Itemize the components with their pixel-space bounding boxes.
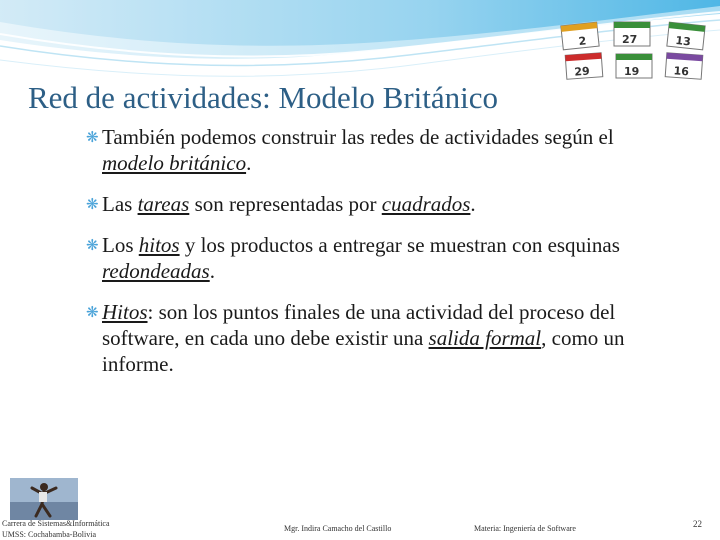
emphasized-term: cuadrados	[381, 192, 471, 216]
bullet-text: Los	[102, 233, 139, 257]
bullet-item	[86, 191, 646, 217]
footer-author: Mgr. Indira Camacho del Castillo	[284, 524, 392, 533]
footer-institution: Carrera de Sistemas&Informática	[2, 519, 110, 528]
bullet-icon: ❋	[86, 303, 99, 321]
footer-course: Materia: Ingeniería de Software	[474, 524, 576, 533]
runner-photo-image	[10, 478, 78, 520]
slide-title: Red de actividades: Modelo Británico	[28, 80, 499, 115]
page-number: 22	[693, 519, 702, 529]
emphasized-term: salida formal	[428, 326, 542, 350]
bullet-icon: ❋	[86, 236, 99, 254]
bullet-text: También podemos construir las redes de actividades según el	[102, 125, 614, 149]
svg-text:13: 13	[674, 33, 692, 49]
svg-text:2: 2	[577, 34, 587, 49]
bullet-text: son representadas por	[189, 192, 382, 216]
bullet-text: Las	[102, 192, 138, 216]
calendar-pages-icon	[560, 18, 708, 82]
bullet-list	[86, 124, 646, 392]
svg-text:29: 29	[573, 64, 591, 79]
bullet-text: .	[209, 259, 215, 283]
emphasized-term: tareas	[137, 192, 190, 216]
bullet-item	[86, 232, 646, 284]
footer-location: UMSS: Cochabamba-Bolivia	[2, 530, 96, 539]
bullet-text: : son los puntos finales de una actividad del proceso del software, en cada uno debe existir una	[102, 300, 616, 350]
bullet-item	[86, 299, 646, 377]
bullet-text: , como un informe.	[102, 326, 625, 376]
emphasized-term: redondeadas	[102, 259, 210, 283]
emphasized-term: modelo británico	[102, 151, 247, 175]
emphasized-term: hitos	[138, 233, 180, 257]
bullet-icon: ❋	[86, 195, 99, 213]
bullet-icon: ❋	[86, 128, 99, 146]
svg-text:27: 27	[622, 33, 638, 46]
bullet-text: .	[470, 192, 476, 216]
svg-text:19: 19	[624, 65, 640, 78]
emphasized-term: Hitos	[102, 300, 148, 324]
bullet-item	[86, 124, 646, 176]
bullet-text: .	[246, 151, 252, 175]
svg-text:16: 16	[673, 64, 690, 79]
bullet-text: y los productos a entregar se muestran con esquinas	[179, 233, 620, 257]
